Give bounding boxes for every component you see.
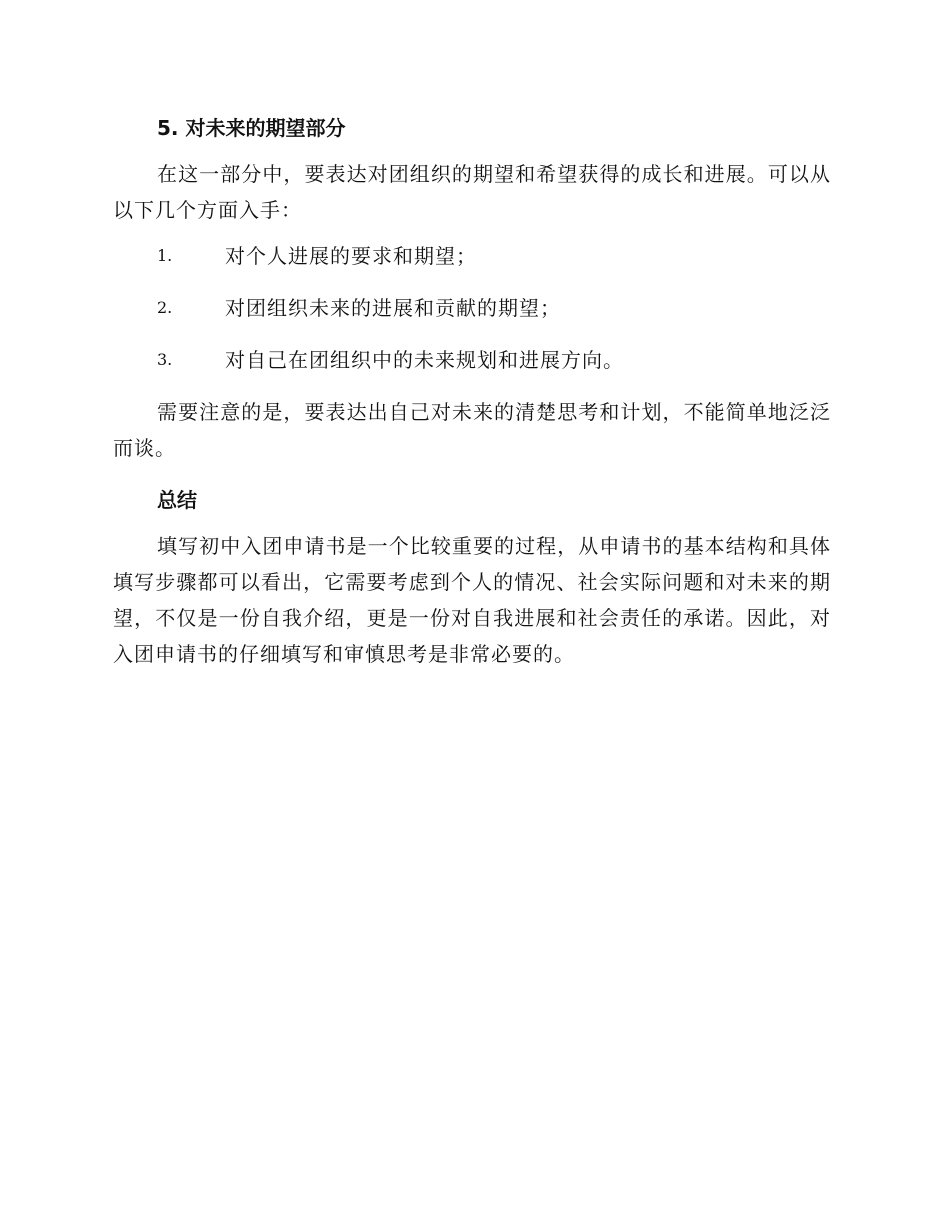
list-item-number: 1. (157, 246, 173, 265)
list-item-text: 对团组织未来的进展和贡献的期望； (225, 296, 561, 320)
list-item-text: 对自己在团组织中的未来规划和进展方向。 (225, 348, 624, 372)
list-item-number: 3. (157, 350, 173, 369)
summary-paragraph: 填写初中入团申请书是一个比较重要的过程，从申请书的基本结构和具体填写步骤都可以看出，它需要考虑到个人的情况、社会实际问题和对未来的期望，不仅是一份自我介绍，更是一份对自我进展和社会责任的承诺。因此，对入团申请书的仔细填写和审慎思考是非常必要的。 (113, 534, 831, 666)
expectations-list (113, 238, 831, 378)
section-heading-summary: 总结 (157, 488, 197, 512)
section-note-paragraph: 需要注意的是，要表达出自己对未来的清楚思考和计划，不能简单地泛泛而谈。 (113, 400, 831, 460)
list-item (113, 342, 831, 378)
document-content (113, 108, 831, 682)
list-item-text: 对个人进展的要求和期望； (225, 244, 477, 268)
list-item (113, 238, 831, 274)
list-item-number: 2. (157, 298, 173, 317)
section-intro-paragraph: 在这一部分中，要表达对团组织的期望和希望获得的成长和进展。可以从以下几个方面入手： (113, 162, 831, 222)
list-item (113, 290, 831, 326)
section-heading-expectations: 5. 对未来的期望部分 (157, 116, 346, 140)
